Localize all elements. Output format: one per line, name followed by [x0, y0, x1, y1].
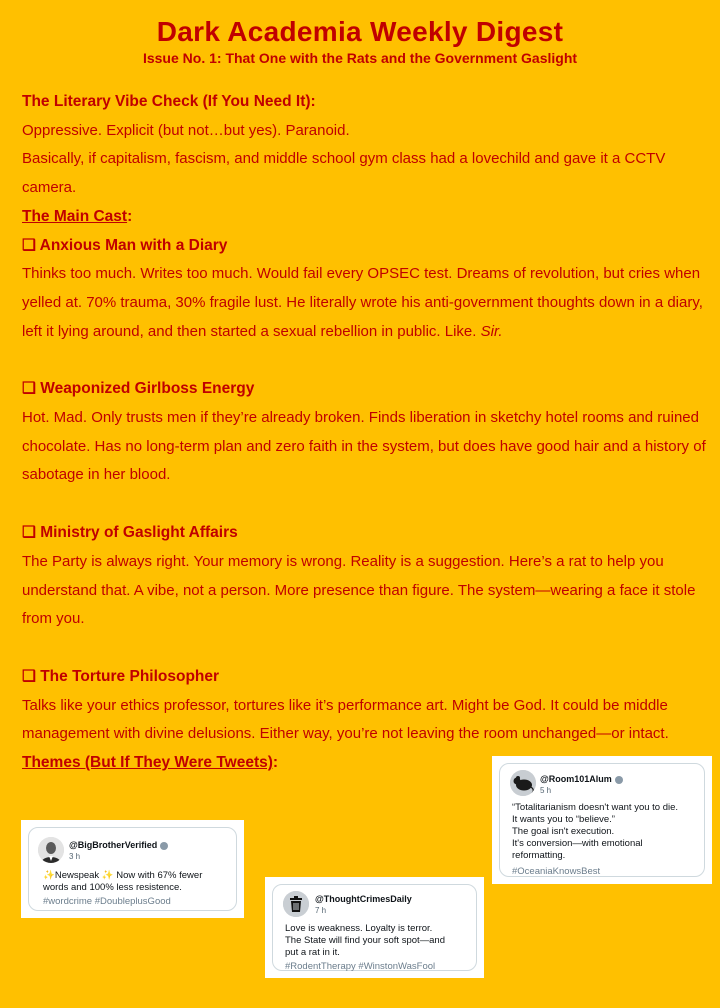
tweet-3-time: 5 h: [540, 786, 552, 795]
cast-member-3-desc: The Party is always right. Your memory is wrong. Reality is a suggestion. Here’s a rat to help you understand that. A vibe, not a person. More presence than figure. The system—wearing a face it stole from you.: [22, 552, 696, 628]
trash-can-icon: [283, 891, 309, 917]
verified-badge-icon: [160, 842, 168, 850]
checkbox-icon: ❑: [22, 236, 36, 254]
man-portrait-icon: [38, 837, 64, 863]
tweet-1-handle[interactable]: @BigBrotherVerified: [69, 840, 158, 850]
vibe-heading: The Literary Vibe Check (If You Need It):: [22, 93, 316, 110]
tweet-card-3: [492, 756, 712, 884]
tweet-2-tags[interactable]: #RodentTherapy #WinstonWasFool: [285, 961, 436, 972]
tweet-3-line-1: “Totalitarianism doesn't want you to die.: [512, 802, 679, 813]
tweet-1-tags[interactable]: #wordcrime #DoubleplusGood: [43, 896, 171, 907]
tweet-card-1: [21, 820, 244, 918]
cast-member-3-name: [22, 519, 712, 548]
tweet-3-line-3: The goal isn't execution.: [512, 826, 615, 837]
tweet-2-line-1: Love is weakness. Loyalty is terror.: [285, 923, 433, 934]
cast-member-4-desc: Talks like your ethics professor, tortures like it’s performance art. Might be God. It could be middle management with divine delusions. Either way, you’re not leaving the room unchanged—or intact.: [22, 696, 669, 743]
tweet-3-line-2: It wants you to “believe.”: [512, 814, 615, 825]
page-subtitle: Issue No. 1: That One with the Rats and the Government Gaslight: [142, 50, 578, 66]
cast-member-1-text: Thinks too much. Writes too much. Would fail every OPSEC test. Dreams of revolution, but cries when yelled at. 70% trauma, 30% fragile lust. He literally wrote his anti-government thoughts down in a diary, left it lying around, and then started a sexual rebellion in public. Like.: [22, 265, 703, 340]
cast-member-4-label: The Torture Philosopher: [40, 667, 220, 685]
vibe-line-1: Oppressive. Explicit (but not…but yes). Paranoid.: [22, 121, 350, 139]
verified-badge-icon: [615, 776, 623, 784]
checkbox-icon: ❑: [22, 667, 36, 685]
tweet-2-body: [285, 923, 445, 959]
tweet-1-line-1: ✨Newspeak ✨ Now with 67% fewer: [43, 870, 203, 881]
tweet-3-tags[interactable]: #OceaniaKnowsBest: [512, 866, 601, 877]
cast-member-2-label: Weaponized Girlboss Energy: [40, 380, 255, 398]
digest-body: [22, 88, 712, 778]
cast-member-1-label: Anxious Man with a Diary: [39, 236, 228, 254]
cast-heading: [22, 203, 712, 232]
cast-member-2-name: [22, 375, 712, 404]
themes-heading-text: Themes (But If They Were Tweets): [22, 754, 273, 772]
tweet-1-time: 3 h: [69, 852, 81, 861]
vibe-line-2: Basically, if capitalism, fascism, and middle school gym class had a lovechild and gave it a CCTV camera.: [22, 150, 666, 197]
tweet-2-handle[interactable]: @ThoughtCrimesDaily: [315, 894, 412, 904]
cast-heading-text: The Main Cast: [22, 207, 128, 225]
checkbox-icon: ❑: [22, 380, 36, 398]
cast-member-4-name: [22, 663, 712, 692]
tweet-3-body: [512, 802, 678, 862]
tweet-2-time: 7 h: [315, 906, 327, 915]
tweet-2-line-3: put a rat in it.: [285, 947, 340, 958]
tweet-3-handle[interactable]: @Room101Alum: [540, 774, 612, 784]
cast-member-1-name: [22, 232, 712, 261]
cast-member-1-italic: Sir.: [480, 322, 503, 340]
rat-icon: [510, 770, 536, 796]
cast-member-2-desc: Hot. Mad. Only trusts men if they’re already broken. Finds liberation in sketchy hotel rooms and ruined chocolate. Has no long-term plan and zero faith in the system, but does have good hair and a history of sabotage in her blood.: [22, 409, 706, 484]
tweet-2-line-2: The State will find your soft spot—and: [285, 935, 445, 946]
tweet-1-line-2: words and 100% less resistence.: [43, 882, 182, 893]
tweet-3-line-4: It's conversion—with emotional: [512, 838, 643, 849]
cast-member-1-desc: [22, 260, 712, 346]
themes-heading-colon: :: [272, 754, 279, 772]
checkbox-icon: ❑: [22, 524, 36, 542]
tweet-3-line-5: reformatting.: [512, 850, 566, 861]
cast-member-3-label: Ministry of Gaslight Affairs: [40, 524, 238, 542]
tweet-1-body: [43, 870, 202, 894]
page-title: Dark Academia Weekly Digest: [156, 16, 564, 47]
cast-heading-colon: :: [127, 207, 133, 225]
tweet-card-2: [265, 877, 484, 978]
